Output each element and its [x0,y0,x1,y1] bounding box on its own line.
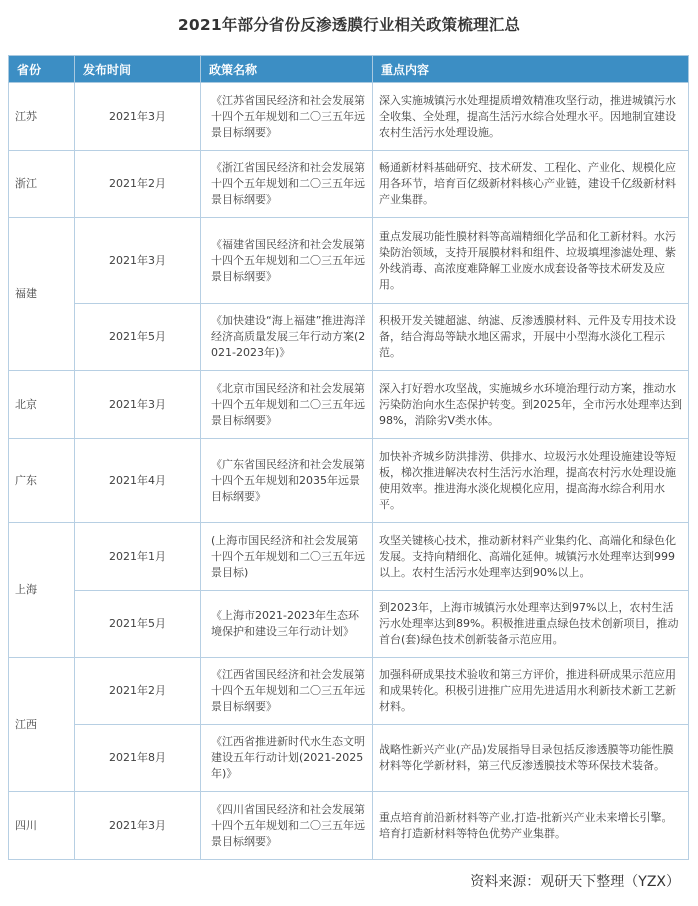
header-content: 重点内容 [373,56,689,83]
policy-name: 《福建省国民经济和社会发展第十四个五年规划和二〇三五年远景目标纲要》 [211,237,365,283]
content-cell [373,658,689,725]
header-policy: 政策名称 [201,56,373,83]
date-cell: 2021年4月 [75,439,201,523]
content-text: 加快补齐城乡防洪排涝、供排水、垃圾污水处理设施建设等短板，梯次推进解决农村生活污水治理，提高农村污水处理设施使用效率。推进海水淡化规模化应用，提高海水综合利用水平。 [379,449,676,511]
content-cell [373,725,689,792]
table-row [9,792,689,860]
policy-cell [201,304,373,371]
content-text: 重点培育前沿新材料等产业,打造-批新兴产业未来增长引擎。培育打造新材料等特色优势产业集群。 [379,810,673,840]
table-row [9,523,689,591]
province-cell: 广东 [9,439,75,523]
policy-cell [201,658,373,725]
policy-cell [201,439,373,523]
date-cell: 2021年5月 [75,591,201,658]
date-cell: 2021年2月 [75,151,201,218]
content-cell [373,792,689,860]
content-cell [373,439,689,523]
province-cell: 福建 [9,218,75,371]
policy-name: 《江苏省国民经济和社会发展第十四个五年规划和二〇三五年远景目标纲要》 [211,93,365,139]
policy-cell [201,792,373,860]
table-row [9,658,689,725]
table-row [9,218,689,304]
content-cell [373,371,689,439]
header-date: 发布时间 [75,56,201,83]
content-text: 战略性新兴产业(产品)发展指导目录包括反渗透膜等功能性膜材料等化学新材料，第三代反渗透膜技术等环保技术装备。 [379,743,674,772]
province-cell: 浙江 [9,151,75,218]
province-cell: 北京 [9,371,75,439]
policy-name: 《浙江省国民经济和社会发展第十四个五年规划和二〇三五年远景目标纲要》 [211,161,365,206]
content-text: 深入打好碧水攻坚战，实施城乡水环境治理行动方案，推动水污染防治向水生态保护转变。到2025年，全市污水处理率达到98%，消除劣V类水体。 [379,381,682,427]
content-text: 畅通新材料基础研究、技术研发、工程化、产业化、规模化应用各环节，培育百亿级新材料核心产业链，建设千亿级新材料产业集群。 [379,161,676,206]
source-note: 资料来源：观研天下整理（YZX） [470,874,680,890]
content-cell [373,83,689,151]
table-row [9,83,689,151]
content-text: 积极开发关键超滤、纳滤、反渗透膜材料、元件及专用技术设备，结合海岛等缺水地区需求，开展中小型海水淡化工程示范。 [379,314,676,359]
content-text: 重点发展功能性膜材料等高端精细化学品和化工新材料。水污染防治领域，支持开展膜材料和组件、垃圾填埋渗滤处理、紫外线消毒、高浓度难降解工业废水成套设备等技术研发及应用。 [379,229,676,291]
date-cell: 2021年1月 [75,523,201,591]
policy-cell [201,371,373,439]
policy-cell [201,218,373,304]
date-cell: 2021年2月 [75,658,201,725]
content-text: 攻坚关键核心技术，推动新材料产业集约化、高端化和绿色化发展。支持向精细化、高端化延伸。城镇污水处理率达到999以上。农村生活污水处理率达到90%以上。 [379,533,676,579]
province-cell: 江苏 [9,83,75,151]
table-row [9,591,689,658]
policy-cell [201,151,373,218]
content-text: 深入实施城镇污水处理提质增效精准攻坚行动，推进城镇污水全收集、全处理，提高生活污水综合处理水平。因地制宜建设农村生活污水处理设施。 [379,93,676,139]
date-cell: 2021年3月 [75,792,201,860]
policy-name: 《广东省国民经济和社会发展第十四个五年规划和2035年远景目标纲要》 [211,457,365,503]
date-cell: 2021年5月 [75,304,201,371]
policy-cell [201,83,373,151]
policy-name: 《四川省国民经济和社会发展第十四个五年规划和二〇三五年远景目标纲要》 [211,802,365,848]
province-cell: 江西 [9,658,75,792]
table-row [9,725,689,792]
policy-name: 《江西省国民经济和社会发展第十四个五年规划和二〇三五年远景目标纲要》 [211,668,365,713]
policy-name: 《江西省推进新时代水生态文明建设五年行动计划(2021-2025年)》 [211,735,365,780]
content-text: 到2023年，上海市城镇污水处理率达到97%以上，农村生活污水处理率达到89%。积极推进重点绿色技术创新项目，推动首台(套)绿色技术创新装备示范应用。 [379,601,679,646]
table-row [9,371,689,439]
content-cell [373,218,689,304]
date-cell: 2021年3月 [75,83,201,151]
policy-table [8,55,689,860]
content-cell [373,591,689,658]
page-title: 2021年部分省份反渗透膜行业相关政策梳理汇总 [177,16,521,34]
policy-name: 《北京市国民经济和社会发展第十四个五年规划和二〇三五年远景目标纲要》 [211,381,365,427]
header-province: 省份 [9,56,75,83]
content-cell [373,151,689,218]
table-header-row [9,56,689,83]
table-row [9,151,689,218]
content-cell [373,523,689,591]
policy-cell [201,591,373,658]
policy-name: (上海市国民经济和社会发展第十四个五年规划和二〇三五年远景目标) [211,533,365,579]
date-cell: 2021年3月 [75,218,201,304]
date-cell: 2021年8月 [75,725,201,792]
policy-name: 《加快建设“海上福建”推进海洋经济高质量发展三年行动方案(2021-2023年)》 [211,314,366,359]
policy-cell [201,523,373,591]
table-row [9,439,689,523]
province-cell: 上海 [9,523,75,658]
policy-name: 《上海市2021-2023年生态环境保护和建设三年行动计划》 [211,609,359,638]
table-row [9,304,689,371]
policy-cell [201,725,373,792]
content-cell [373,304,689,371]
province-cell: 四川 [9,792,75,860]
content-text: 加强科研成果技术验收和第三方评价，推进科研成果示范应用和成果转化。积极引进推广应用先进适用水利新技术新工艺新材料。 [379,668,676,713]
date-cell: 2021年3月 [75,371,201,439]
